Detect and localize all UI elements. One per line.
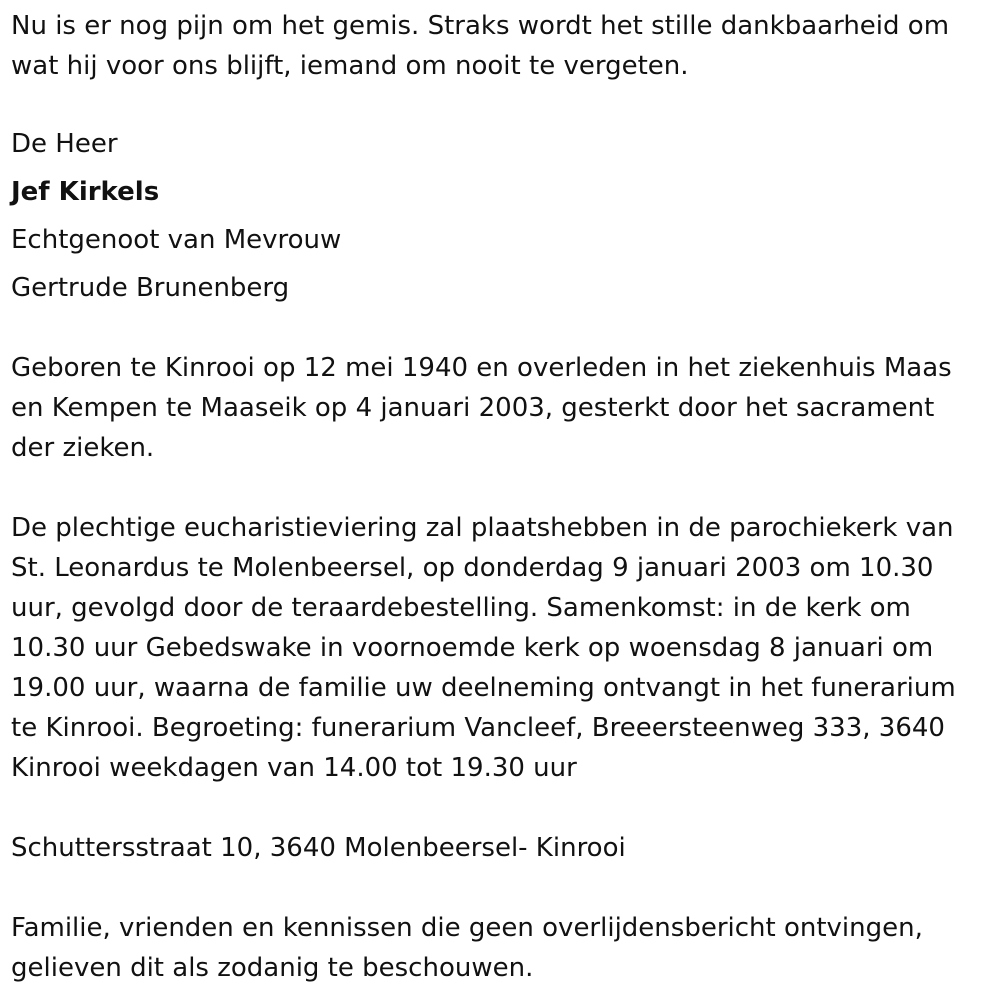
- closing-paragraph: [11, 908, 996, 988]
- birth-death-line: Geboren te Kinrooi op 12 mei 1940 en overleden in het ziekenhuis Maas: [11, 353, 952, 383]
- salutation: De Heer: [11, 129, 118, 159]
- ceremony-line: 10.30 uur Gebedswake in voornoemde kerk op woensdag 8 januari om: [11, 633, 934, 663]
- intro-line: Nu is er nog pijn om het gemis. Straks wordt het stille dankbaarheid om: [11, 11, 950, 41]
- ceremony-line: St. Leonardus te Molenbeersel, op donderdag 9 januari 2003 om 10.30: [11, 553, 934, 583]
- ceremony-line: De plechtige eucharistieviering zal plaatshebben in de parochiekerk van: [11, 513, 954, 543]
- ceremony-line: uur, gevolgd door de teraardebestelling. Samenkomst: in de kerk om: [11, 593, 911, 623]
- address-paragraph: [11, 828, 996, 868]
- deceased-name: Jef Kirkels: [11, 177, 160, 207]
- ceremony-paragraph: [11, 508, 996, 788]
- obituary-document: [11, 6, 996, 988]
- intro-line: wat hij voor ons blijft, iemand om nooit te vergeten.: [11, 51, 689, 81]
- intro-paragraph: [11, 6, 996, 86]
- ceremony-line: Kinrooi weekdagen van 14.00 tot 19.30 uur: [11, 753, 577, 783]
- birth-death-line: en Kempen te Maaseik op 4 januari 2003, gesterkt door het sacrament: [11, 393, 935, 423]
- birth-death-line: der zieken.: [11, 433, 155, 463]
- spouse-name: Gertrude Brunenberg: [11, 273, 290, 303]
- deceased-block: [11, 120, 996, 312]
- ceremony-line: te Kinrooi. Begroeting: funerarium Vancleef, Breeersteenweg 333, 3640: [11, 713, 945, 743]
- birth-death-paragraph: [11, 348, 996, 468]
- home-address: Schuttersstraat 10, 3640 Molenbeersel- Kinrooi: [11, 833, 626, 863]
- spouse-line: Echtgenoot van Mevrouw: [11, 225, 342, 255]
- closing-line: Familie, vrienden en kennissen die geen overlijdensbericht ontvingen,: [11, 913, 923, 943]
- ceremony-line: 19.00 uur, waarna de familie uw deelneming ontvangt in het funerarium: [11, 673, 956, 703]
- closing-line: gelieven dit als zodanig te beschouwen.: [11, 953, 534, 983]
